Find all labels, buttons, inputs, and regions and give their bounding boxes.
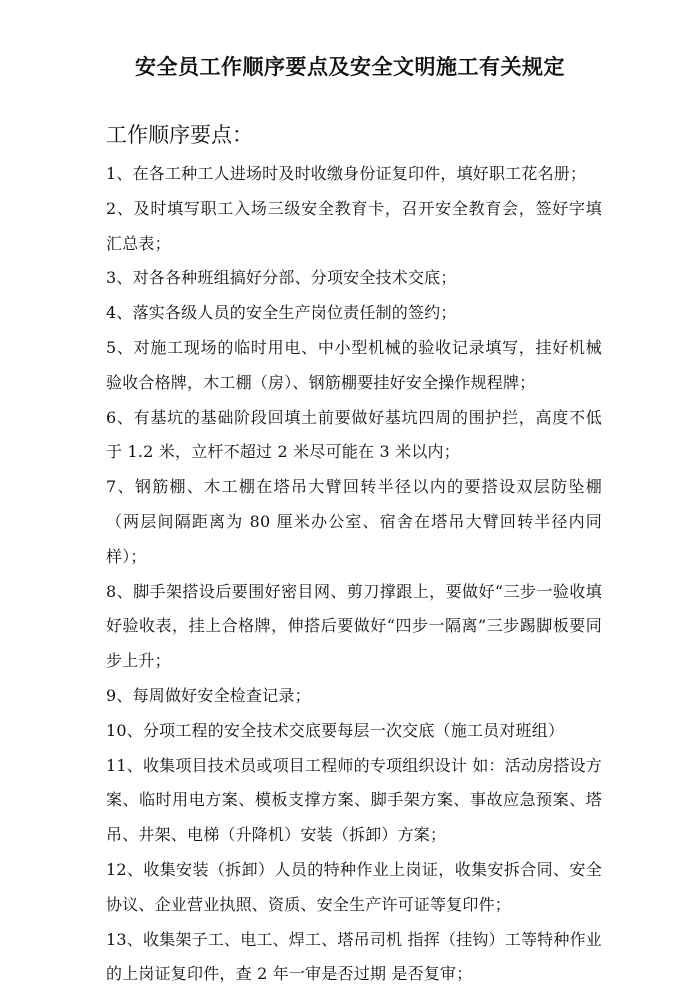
list-item: 4、落实各级人员的安全生产岗位责任制的签约； (106, 303, 457, 323)
procedure-list (106, 157, 602, 992)
section-heading: 工作顺序要点： (106, 123, 253, 147)
list-item: 10、分项工程的安全技术交底要每层一次交底（施工员对班组） (106, 720, 565, 740)
list-item: 6、有基坑的基础阶段回填土前要做好基坑四周的围护拦，高度不低于 1.2 米，立杆不超过 2 米尽可能在 3 米以内； (106, 407, 602, 462)
document-title: 安全员工作顺序要点及安全文明施工有关规定 (135, 54, 565, 79)
list-item: 3、对各各种班组搞好分部、分项安全技术交底； (106, 268, 457, 288)
list-item: 12、收集安装（拆卸）人员的特种作业上岗证，收集安拆合同、安全协议、企业营业执照、资质、安全生产许可证等复印件； (106, 859, 602, 914)
list-item: 1、在各工种工人进场时及时收缴身份证复印件，填好职工花名册； (106, 164, 587, 183)
list-item: 7、钢筋棚、木工棚在塔吊大臂回转半径以内的要搭设双层防坠棚（两层间隔距离为 80 厘米办公室、宿舍在塔吊大臂回转半径内同样）； (106, 477, 602, 566)
list-item: 9、每周做好安全检查记录； (106, 685, 311, 705)
list-item: 5、对施工现场的临时用电、中小型机械的验收记录填写，挂好机械验收合格牌，木工棚（房）、钢筋棚要挂好安全操作规程牌； (106, 337, 602, 392)
list-item: 8、脚手架搭设后要围好密目网、剪刀撑跟上，要做好“三步一验收填好验收表，挂上合格牌，伸搭后要做好“四步一隔离”三步踢脚板要同步上升； (106, 581, 602, 671)
list-item: 13、收集架子工、电工、焊工、塔吊司机 指挥（挂钩）工等特种作业的上岗证复印件，查 2 年一审是否过期 是否复审； (106, 929, 602, 984)
list-item: 2、及时填写职工入场三级安全教育卡，召开安全教育会，签好字填汇总表； (106, 198, 602, 253)
list-item: 11、收集项目技术员或项目工程师的专项组织设计 如：活动房搭设方案、临时用电方案、模板支撑方案、脚手架方案、事故应急预案、塔吊、井架、电梯（升降机）安装（拆卸）方案； (106, 755, 602, 845)
